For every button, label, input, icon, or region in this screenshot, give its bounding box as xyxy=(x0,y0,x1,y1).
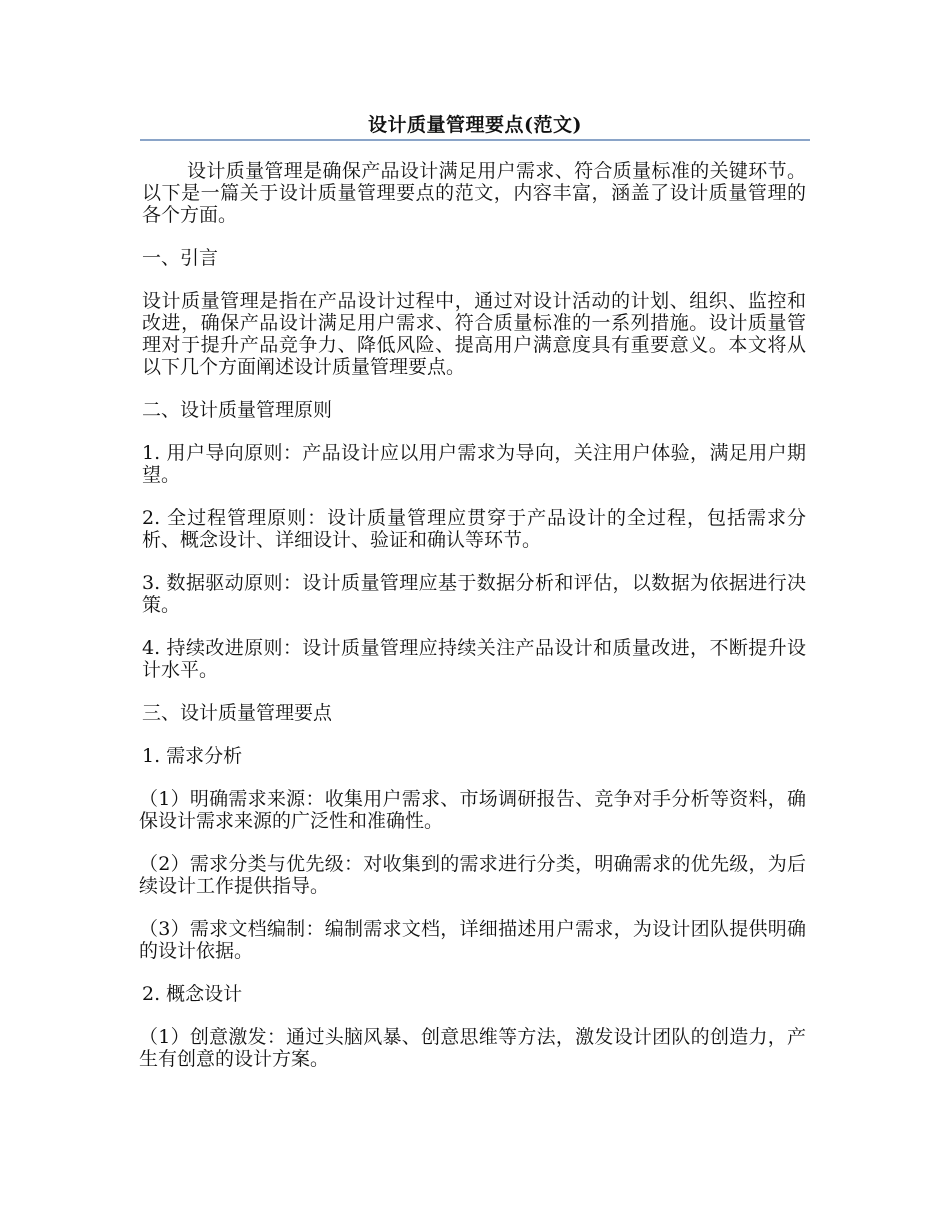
requirements-item: （1）明确需求来源：收集用户需求、市场调研报告、竞争对手分析等资料，确保设计需求来源的广泛性和准确性。 xyxy=(139,788,806,832)
principle-item: 3. 数据驱动原则：设计质量管理应基于数据分析和评估，以数据为依据进行决策。 xyxy=(142,572,806,616)
section-heading-key-points: 三、设计质量管理要点 xyxy=(142,702,333,724)
subsection-heading-requirements: 1. 需求分析 xyxy=(142,745,243,767)
section-heading-principles: 二、设计质量管理原则 xyxy=(142,399,333,421)
concept-design-item: （1）创意激发：通过头脑风暴、创意思维等方法，激发设计团队的创造力，产生有创意的设计方案。 xyxy=(139,1026,806,1070)
requirements-item: （3）需求文档编制：编制需求文档，详细描述用户需求，为设计团队提供明确的设计依据。 xyxy=(139,918,806,962)
document-body xyxy=(139,160,806,1091)
body-paragraph: 设计质量管理是指在产品设计过程中，通过对设计活动的计划、组织、监控和改进，确保产品设计满足用户需求、符合质量标准的一系列措施。设计质量管理对于提升产品竞争力、降低风险、提高用户满意度具有重要意义。本文将从以下几个方面阐述设计质量管理要点。 xyxy=(142,290,806,378)
principle-item: 4. 持续改进原则：设计质量管理应持续关注产品设计和质量改进，不断提升设计水平。 xyxy=(142,637,806,681)
subsection-heading-concept-design: 2. 概念设计 xyxy=(142,983,243,1005)
requirements-item: （2）需求分类与优先级：对收集到的需求进行分类，明确需求的优先级，为后续设计工作提供指导。 xyxy=(139,853,806,897)
principle-item: 2. 全过程管理原则：设计质量管理应贯穿于产品设计的全过程，包括需求分析、概念设计、详细设计、验证和确认等环节。 xyxy=(142,507,806,551)
section-heading-introduction: 一、引言 xyxy=(142,247,219,269)
document-title: 设计质量管理要点(范文) xyxy=(368,114,582,136)
title-underline xyxy=(140,139,810,141)
principle-item: 1. 用户导向原则：产品设计应以用户需求为导向，关注用户体验，满足用户期望。 xyxy=(142,442,806,486)
intro-paragraph: 设计质量管理是确保产品设计满足用户需求、符合质量标准的关键环节。以下是一篇关于设计质量管理要点的范文，内容丰富，涵盖了设计质量管理的各个方面。 xyxy=(142,160,806,226)
